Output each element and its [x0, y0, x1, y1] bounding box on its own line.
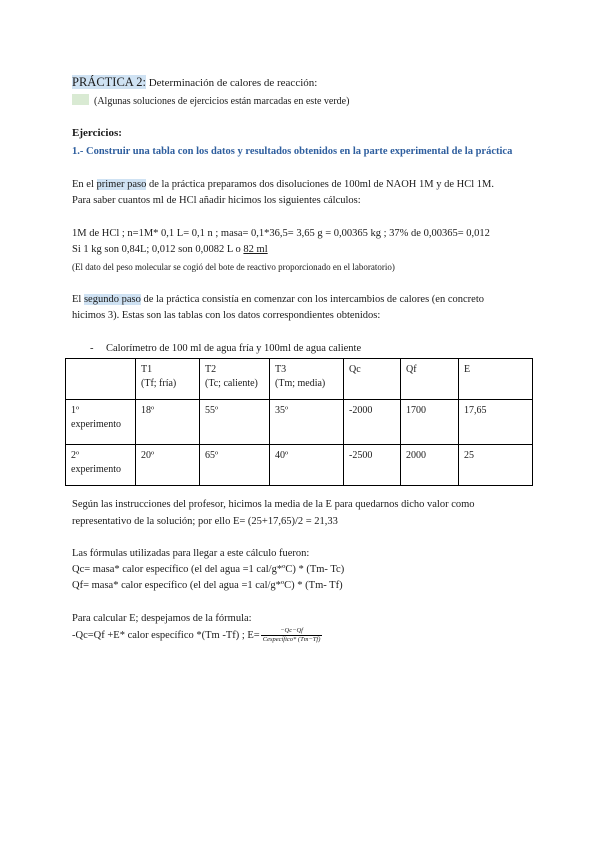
calc-note: (El dato del peso molecular se cogió del bote de reactivo proporcionado en el laboratorio) — [72, 262, 395, 272]
step1-text-a: En el — [72, 179, 97, 190]
title-rest: Determinación de calores de reacción: — [145, 77, 318, 89]
table-header-row — [66, 359, 533, 400]
legend-note-text: (Algunas soluciones de ejercicios están marcadas en este verde) — [94, 96, 350, 107]
step2-line2: hicimos 3). Estas son las tablas con los datos correspondientes obtenidos: — [72, 310, 381, 321]
step1-text-b: de la práctica preparamos dos disoluciones de 100ml de NAOH 1M y de HCl 1M. — [146, 179, 494, 190]
exercises-heading: Ejercicios: — [72, 127, 122, 139]
header-cell: E — [459, 359, 533, 400]
formula-qf: Qf= masa* calor específico (el del agua =1 cal/g*ºC) * (Tm- Tf) — [72, 580, 343, 591]
equation-text: -Qc=Qf +E* calor específico *(Tm -Tf) ; E= — [72, 630, 260, 641]
table-row — [66, 445, 533, 486]
formulas-intro: Las fórmulas utilizadas para llegar a este cálculo fueron: — [72, 548, 310, 559]
calc-line2 — [72, 244, 268, 255]
header-cell — [66, 359, 136, 400]
formula-qc: Qc= masa* calor específico (el del agua =1 cal/g*ºC) * (Tm- Tc) — [72, 564, 345, 575]
step2-text-a: El — [72, 294, 84, 305]
conclusion-line1: Según las instrucciones del profesor, hicimos la media de la E para quedarnos dicho valor como — [72, 499, 475, 510]
cell-qf: 1700 — [401, 400, 459, 445]
cell-qc: -2500 — [344, 445, 401, 486]
step1-line2: Para saber cuantos ml de HCl añadir hicimos los siguientes cálculos: — [72, 195, 361, 206]
step1-line1 — [72, 179, 494, 190]
legend-note — [72, 94, 349, 107]
cell-t2: 65º — [200, 445, 270, 486]
solve-intro: Para calcular E; despejamos de la fórmula: — [72, 613, 252, 624]
calc-text: Si 1 kg son 0,84L; 0,012 son 0,0082 L o — [72, 244, 244, 255]
solve-equation — [72, 627, 322, 644]
table-row — [66, 400, 533, 445]
results-table — [65, 358, 533, 486]
green-legend-swatch — [72, 94, 89, 105]
cell-t1: 20º — [136, 445, 200, 486]
header-cell: T1 (Tf; fría) — [136, 359, 200, 400]
step2-text-b: de la práctica consistía en comenzar con los intercambios de calores (en concreto — [140, 294, 484, 305]
cell-e: 25 — [459, 445, 533, 486]
cell-qc: -2000 — [344, 400, 401, 445]
fraction-numerator: −Qc−Qf — [261, 627, 323, 636]
cell-qf: 2000 — [401, 445, 459, 486]
header-cell: T2 (Tc; caliente) — [200, 359, 270, 400]
step1-highlight: primer paso — [96, 179, 147, 190]
step2-line1 — [72, 294, 484, 305]
header-cell: Qc — [344, 359, 401, 400]
question-1: 1.- Construir una tabla con los datos y resultados obtenidos en la parte experimental de la práctica — [72, 146, 513, 157]
header-cell: T3 (Tm; media) — [270, 359, 344, 400]
row-label: 2º experimento — [66, 445, 136, 486]
calc-result: 82 ml — [243, 244, 268, 255]
equation-fraction — [261, 627, 323, 644]
cell-t2: 55º — [200, 400, 270, 445]
table-caption: Calorímetro de 100 ml de agua fría y 100ml de agua caliente — [106, 343, 362, 354]
cell-t3: 35º — [270, 400, 344, 445]
fraction-denominator: Cespecífico* (Tm−Tf) — [262, 636, 321, 643]
row-label: 1º experimento — [66, 400, 136, 445]
conclusion-line2: representativo de la solución; por ello E= (25+17,65)/2 = 21,33 — [72, 516, 338, 527]
step2-highlight: segundo paso — [83, 294, 141, 305]
title-prefix: PRÁCTICA 2: — [72, 75, 146, 89]
cell-t1: 18º — [136, 400, 200, 445]
cell-t3: 40º — [270, 445, 344, 486]
calc-line1: 1M de HCl ; n=1M* 0,1 L= 0,1 n ; masa= 0,1*36,5= 3,65 g = 0,00365 kg ; 37% de 0,00365= 0,012 — [72, 228, 490, 239]
header-cell: Qf — [401, 359, 459, 400]
cell-e: 17,65 — [459, 400, 533, 445]
table-bullet: - — [90, 343, 94, 354]
page-title — [72, 75, 317, 90]
